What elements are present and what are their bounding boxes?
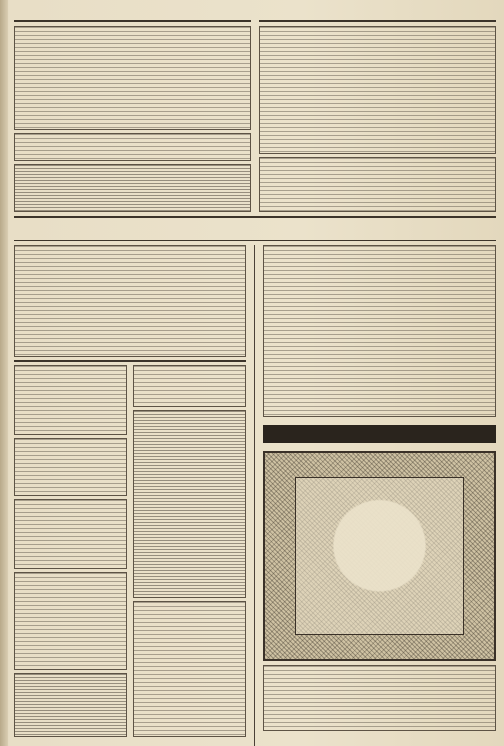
notice-block xyxy=(14,26,251,130)
right-notice-block xyxy=(259,157,496,212)
right-section-header xyxy=(259,6,496,22)
auction-block xyxy=(14,245,246,357)
classified-ad xyxy=(14,499,127,569)
small-ads-right xyxy=(133,365,246,737)
top-left-block xyxy=(14,26,251,212)
column-divider xyxy=(254,245,255,746)
column-separator xyxy=(14,360,246,362)
closing-ad-block xyxy=(263,665,496,731)
table-block xyxy=(259,26,496,154)
firm-name-display xyxy=(263,421,496,447)
top-right-block xyxy=(259,26,496,212)
masthead xyxy=(14,6,496,26)
classified-ad xyxy=(14,673,127,737)
classified-ad xyxy=(133,365,246,407)
small-ads-grid xyxy=(14,365,246,737)
classified-ad xyxy=(133,601,246,737)
top-section xyxy=(14,26,496,212)
announcement-block xyxy=(263,245,496,417)
classified-ad xyxy=(14,572,127,670)
small-ad-block xyxy=(14,133,251,161)
engraving-title-panel xyxy=(295,477,464,635)
left-section-header xyxy=(14,6,251,22)
small-ads-left xyxy=(14,365,127,737)
lower-section xyxy=(14,245,496,746)
display-ad-block xyxy=(14,164,251,212)
classified-ad xyxy=(14,365,127,435)
classified-ad xyxy=(14,438,127,496)
page-spine-shadow xyxy=(0,0,8,746)
right-column xyxy=(263,245,496,746)
section-banner xyxy=(14,216,496,241)
left-column xyxy=(14,245,246,746)
illustrated-ad xyxy=(133,410,246,598)
book-title-engraving xyxy=(263,451,496,661)
